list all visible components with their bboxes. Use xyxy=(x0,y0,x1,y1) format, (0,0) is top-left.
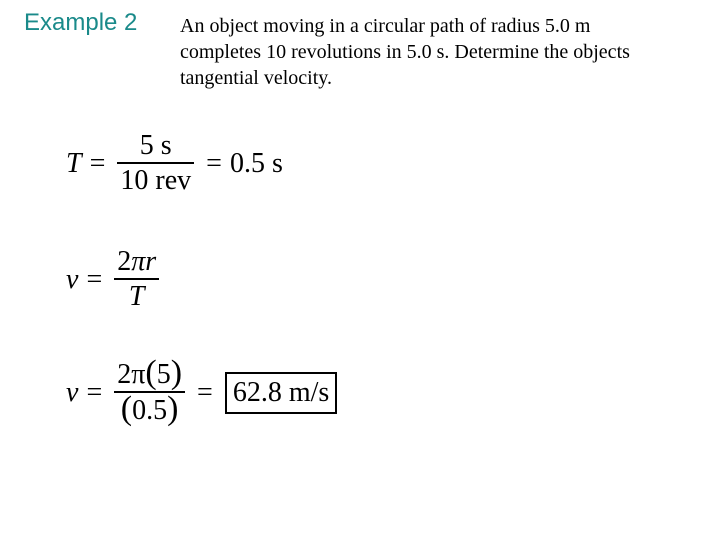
right-paren: ) xyxy=(167,390,179,427)
radius-value: 5 xyxy=(156,359,171,390)
equals-sign: = xyxy=(86,264,103,295)
fraction-denominator: 10 rev xyxy=(120,165,192,196)
velocity-fraction xyxy=(114,246,159,314)
velocity-formula-equation xyxy=(66,246,163,314)
period-equation xyxy=(66,130,283,198)
velocity-substitution-fraction xyxy=(114,354,185,428)
problem-line-3: tangential velocity. xyxy=(180,67,332,89)
problem-line-1: An object moving in a circular path of radius 5.0 m xyxy=(180,15,591,37)
velocity-result-equation xyxy=(66,354,337,428)
velocity-symbol: v xyxy=(66,264,79,295)
slide-heading: Example 2 xyxy=(24,9,138,36)
fraction-numerator xyxy=(114,246,159,278)
equals-sign: = xyxy=(89,148,106,179)
left-paren: ( xyxy=(120,390,133,427)
left-paren: ( xyxy=(145,354,157,391)
equals-sign: = xyxy=(206,148,222,179)
period-fraction xyxy=(117,130,194,198)
right-paren: ) xyxy=(170,354,183,391)
fraction-numerator xyxy=(114,354,185,391)
fraction-denominator: T xyxy=(128,281,145,312)
problem-line-2: completes 10 revolutions in 5.0 s. Determine the objects xyxy=(180,41,630,63)
period-value: 0.5 xyxy=(132,395,168,426)
boxed-answer: 62.8 m/s xyxy=(225,372,337,414)
fraction-numerator: 5 s xyxy=(139,130,172,161)
radius-symbol: r xyxy=(145,246,157,277)
period-symbol: T xyxy=(66,148,82,179)
equals-sign: = xyxy=(86,376,103,408)
problem-statement xyxy=(180,13,700,91)
fraction-denominator xyxy=(118,390,182,428)
pi-symbol: π xyxy=(131,246,146,277)
numerator-coefficient: 2 xyxy=(117,246,132,277)
velocity-symbol: v xyxy=(66,376,79,408)
equals-sign: = xyxy=(197,376,213,408)
period-result: 0.5 s xyxy=(229,148,283,179)
numerator-coefficient: 2π xyxy=(117,359,146,390)
